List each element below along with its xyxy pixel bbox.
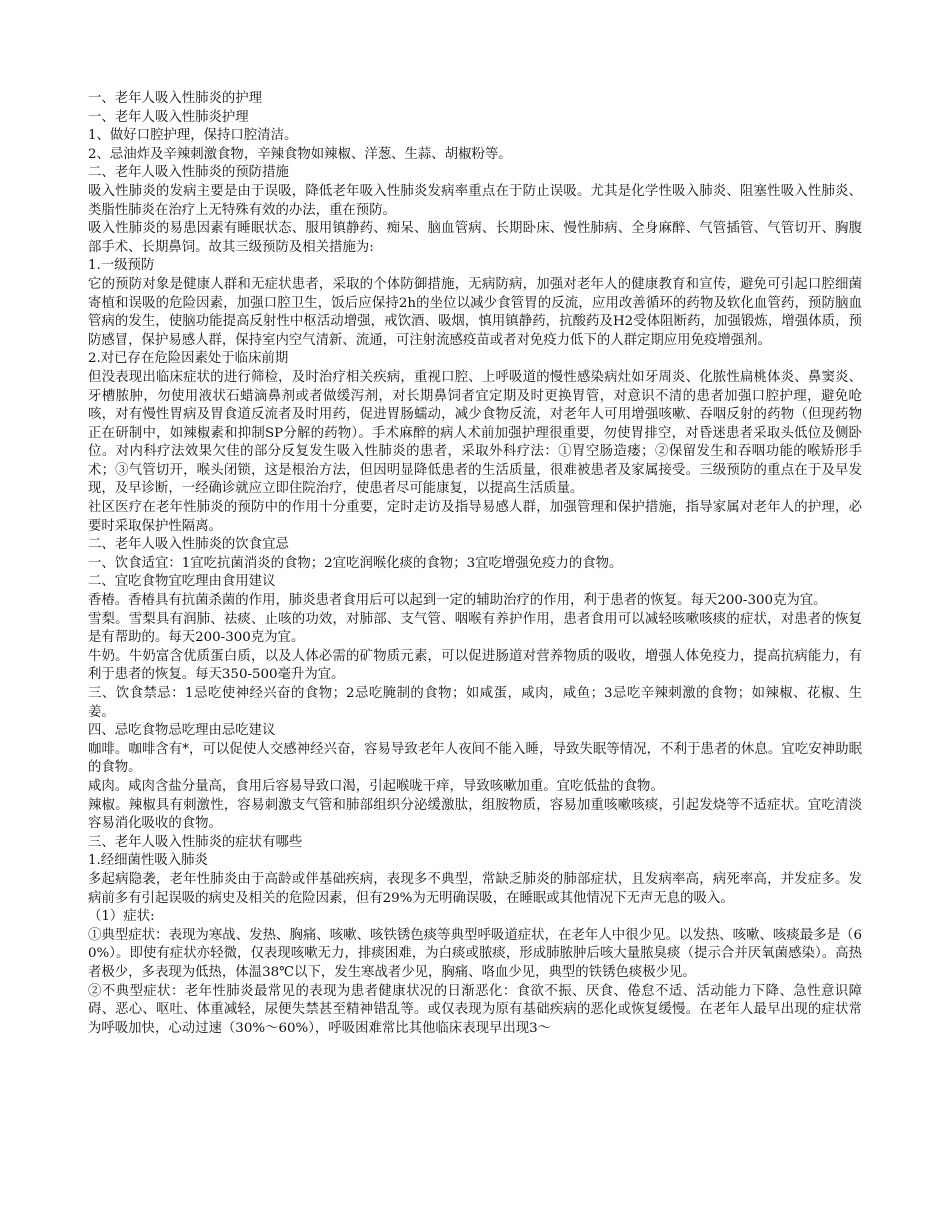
section-heading: 一、老年人吸入性肺炎的护理 [88, 91, 263, 106]
paragraph: 社区医疗在老年性肺炎的预防中的作用十分重要，定时走访及指导易感人群，加强管理和保护措施，指导家属对老年人的护理，必要时采取保护性隔离。 [88, 500, 862, 534]
paragraph: 三、饮食禁忌：1忌吃使神经兴奋的食物；2忌吃腌制的食物；如咸蛋，咸肉，咸鱼；3忌吃辛辣刺激的食物；如辣椒、花椒、生姜。 [88, 686, 862, 720]
subsection-heading: 一、老年人吸入性肺炎护理 [88, 109, 249, 125]
paragraph: 雪梨。雪梨具有润肺、祛痰、止咳的功效，对肺部、支气管、咽喉有养护作用，患者食用可以减轻咳嗽咳痰的症状，对患者的恢复是有帮助的。每天200-300克为宜。 [88, 611, 862, 646]
paragraph: 一、饮食适宜：1宜吃抗菌消炎的食物；2宜吃润喉化痰的食物；3宜吃增强免疫力的食物。 [88, 555, 623, 571]
paragraph: 但没表现出临床症状的进行筛检，及时治疗相关疾病，重视口腔、上呼吸道的慢性感染病灶如牙周炎、化脓性扁桃体炎、鼻窦炎、牙槽脓肿，勿使用液状石蜡滴鼻剂或者做缓泻剂，对长期鼻饲者宜定期及时更换胃管，对意识不清的患者加强口腔护理，避免呛咳，对有慢性胃病及胃食道反流者及时用药，促进胃肠蠕动，减少食物反流，对老年人可用增强咳嗽、吞咽反射的药物（但现药物正在研制中，如辣椒素和抑制SP分解的药物）。手术麻醉的病人术前加强护理很重要，勿使胃排空，对昏迷患者采取头低位及侧卧位。对内科疗法效果欠佳的部分反复发生吸入性肺炎的患者，采取外科疗法：①胃空肠造瘘；②保留发生和吞咽功能的喉矫形手术；③气管切开，喉头闭锁，这是根治方法，但因明显降低患者的生活质量，很难被患者及家属接受。三级预防的重点在于及早发现，及早诊断，一经确诊就应立即住院治疗，使患者尽可能康复，以提高生活质量。 [88, 369, 862, 497]
paragraph: ②不典型症状：老年性肺炎最常见的表现为患者健康状况的日渐恶化：食欲不振、厌食、倦怠不适、活动能力下降、急性意识障碍、恶心、呕吐、体重减轻，尿便失禁甚至精神错乱等。或仅表现为原有基础疾病的恶化或恢复缓慢。在老年人最早出现的症状常为呼吸加快，心动过速（30%～60%），呼吸困难常比其他临床表现早出现3～ [88, 983, 862, 1036]
paragraph: 辣椒。辣椒具有刺激性，容易刺激支气管和肺部组织分泌缓激肽，组胺物质，容易加重咳嗽咳痰，引起发烧等不适症状。宜吃清淡容易消化吸收的食物。 [88, 797, 862, 832]
paragraph: 吸入性肺炎的发病主要是由于误吸，降低老年吸入性肺炎发病率重点在于防止误吸。尤其是化学性吸入肺炎、阻塞性吸入性肺炎、类脂性肺炎在治疗上无特殊有效的办法，重在预防。 [88, 183, 862, 218]
paragraph: 吸入性肺炎的易患因素有睡眠状态、服用镇静药、痴呆、脑血管病、长期卧床、慢性肺病、全身麻醉、气管插管、气管切开、胸腹部手术、长期鼻饲。故其三级预防及相关措施为: [88, 221, 862, 255]
subsection-heading: 1.经细菌性吸入肺炎 [88, 853, 208, 869]
paragraph: 多起病隐袭，老年性肺炎由于高龄或伴基础疾病，表现多不典型，常缺乏肺炎的肺部症状，且发病率高，病死率高，并发症多。发病前多有引起误吸的病史及相关的危险因素，但有29%为无明确误吸，在睡眠或其他情况下无声无息的吸入。 [88, 871, 862, 906]
section-heading: 三、老年人吸入性肺炎的症状有哪些 [88, 834, 303, 850]
paragraph: 香椿。香椿具有抗菌杀菌的作用，肺炎患者食用后可以起到一定的辅助治疗的作用，利于患者的恢复。每天200-300克为宜。 [88, 593, 827, 609]
paragraph: 2、忌油炸及辛辣刺激食物，辛辣食物如辣椒、洋葱、生蒜、胡椒粉等。 [88, 146, 512, 162]
paragraph: 它的预防对象是健康人群和无症状患者，采取的个体防御措施，无病防病，加强对老年人的健康教育和宣传，避免可引起口腔细菌寄植和误吸的危险因素，加强口腔卫生，饭后应保持2h的坐位以减少食管胃的反流，应用改善循环的药物及软化血管药，预防脑血管病的发生，使脑功能提高反射性中枢活动增强，戒饮酒、吸烟，慎用镇静药，抗酸药及H2受体阻断药，加强锻炼，增强体质，预防感冒，保护易感人群，保持室内空气清新、流通，可注射流感疫苗或者对免疫力低下的人群定期应用免疫增强剂。 [88, 276, 862, 348]
paragraph: 咖啡。咖啡含有*，可以促使人交感神经兴奋，容易导致老年人夜间不能入睡，导致失眠等情况，不利于患者的休息。宜吃安神助眠的食物。 [88, 741, 862, 776]
subsection-heading: 2.对已存在危险因素处于临床前期 [88, 351, 289, 367]
paragraph: 1、做好口腔护理，保持口腔清洁。 [88, 128, 298, 144]
subsection-heading: 四、忌吃食物忌吃理由忌吃建议 [88, 723, 276, 739]
section-heading: 二、老年人吸入性肺炎的饮食宜忌 [88, 537, 289, 553]
subsection-heading: 1.一级预防 [88, 258, 155, 274]
paragraph: ①典型症状：表现为寒战、发热、胸痛、咳嗽、咳铁锈色痰等典型呼吸道症状，在老年人中很少见。以发热、咳嗽、咳痰最多是（60%）。即使有症状亦轻微，仅表现咳嗽无力，排痰困难，为白痰或脓痰，形成肺脓肿后咳大量脓臭痰（提示合并厌氧菌感染）。高热者极少，多表现为低热，体温38℃以下，发生寒战者少见，胸痛、咯血少见，典型的铁锈色痰极少见。 [88, 927, 862, 980]
subsection-heading: 二、宜吃食物宜吃理由食用建议 [88, 574, 276, 590]
paragraph: 咸肉。咸肉含盐分量高，食用后容易导致口渴，引起喉咙干痒，导致咳嗽加重。宜吃低盐的食物。 [88, 778, 664, 794]
paragraph: 牛奶。牛奶富含优质蛋白质，以及人体必需的矿物质元素，可以促进肠道对营养物质的吸收，增强人体免疫力，提高抗病能力，有利于患者的恢复。每天350-500毫升为宜。 [88, 648, 862, 683]
paragraph: （1）症状: [88, 909, 155, 925]
subsection-heading: 二、老年人吸入性肺炎的预防措施 [88, 165, 289, 181]
